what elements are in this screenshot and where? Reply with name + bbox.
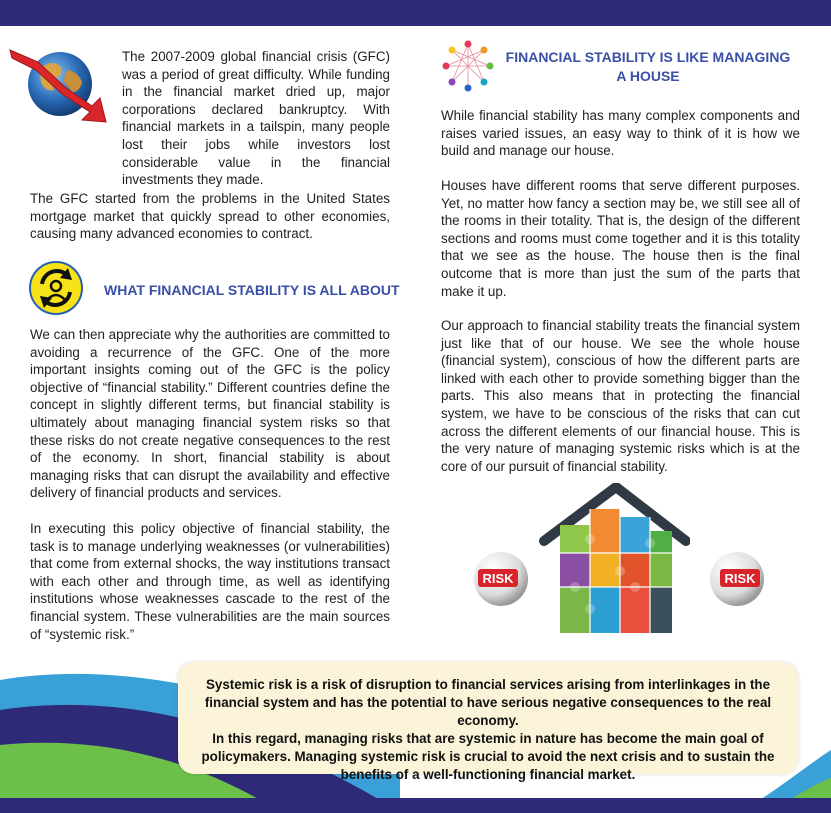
financial-stability-paragraph-2: In executing this policy objective of financial stability, the task is to manage underlying weaknesses (or vulnerabilities) that come from external shocks, the way institutions transact with each other and through time, as well as identifying institutions whose weaknesses cascade to the rest of the financial system. These vulnerabilities are the main sources of “systemic risk.” [30,521,390,642]
network-dots-icon [438,38,498,94]
bottom-banner [0,798,831,813]
house-rooms-paragraph: Houses have different rooms that serve different purposes. Yet, no matter how fancy a section may be, we still see all of the rooms in their totality. That is, the design of the different sections and rooms must come together and it is this totality that we see as the house. The house then is the final outcome that is more than just the sum of the parts that make it up. [441,178,800,299]
gfc-intro-paragraph: The 2007-2009 global financial crisis (GFC) was a period of great difficulty. While funding in the financial market dried up, major corporations declared bankruptcy. With financial markets in a tailspin, many people lost their jobs while investors lost considerable value in the financial investments they made. [122,49,390,188]
risk-label-right: RISK [724,571,756,586]
puzzle-house-icon [530,483,690,643]
financial-stability-paragraph-1: We can then appreciate why the authorities are committed to avoiding a recurrence of the GFC. One of the more important insights coming out of the GFC is the policy objective of “financial stability.” Different countries define the concept in slightly different terms, but financial stability is ultimately about managing financial system risks so that these risks do not create negative consequences to the rest of the economy. In short, financial stability is about managing risks that can disrupt the availability and effective delivery of financial products and services. [30,327,391,501]
top-banner [0,0,831,26]
globe-arrow-icon [8,40,112,130]
house-approach-paragraph: Our approach to financial stability treats the financial system just like that of our house. We see the whole house (financial system), conscious of how the different parts are linked with each other to provide something bigger than the parts. This also means that in protecting the financial system, we have to be conscious of the risks that can cut across the different elements of our financial house. This is the very nature of managing systemic risks which is at the core of our pursuit of financial stability. [441,318,800,474]
house-intro-paragraph: While financial stability has many complex components and raises varied issues, an easy way to think of it is how we build and manage our house. [441,108,800,159]
risk-ball-icon [708,550,766,608]
systemic-risk-callout-text: Systemic risk is a risk of disruption to financial services arising from interlinkages in the financial system and has the potential to have serious negative consequences to the real economy. In this regard, managing risks that are systemic in nature has become the main goal of policymakers. Managing systemic risk is crucial to avoid the next crisis and to sustain the benefits of a well-functioning financial market. [201,677,775,782]
sync-people-icon [28,260,84,316]
section-heading-financial-stability: WHAT FINANCIAL STABILITY IS ALL ABOUT [104,282,400,298]
risk-label-left: RISK [482,571,514,586]
risk-ball-icon [472,550,530,608]
right-section-heading: FINANCIAL STABILITY IS LIKE MANAGING A HOUSE [505,49,791,84]
gfc-origin-paragraph: The GFC started from the problems in the United States mortgage market that quickly spread to other economies, causing many advanced economies to contract. [30,191,390,242]
